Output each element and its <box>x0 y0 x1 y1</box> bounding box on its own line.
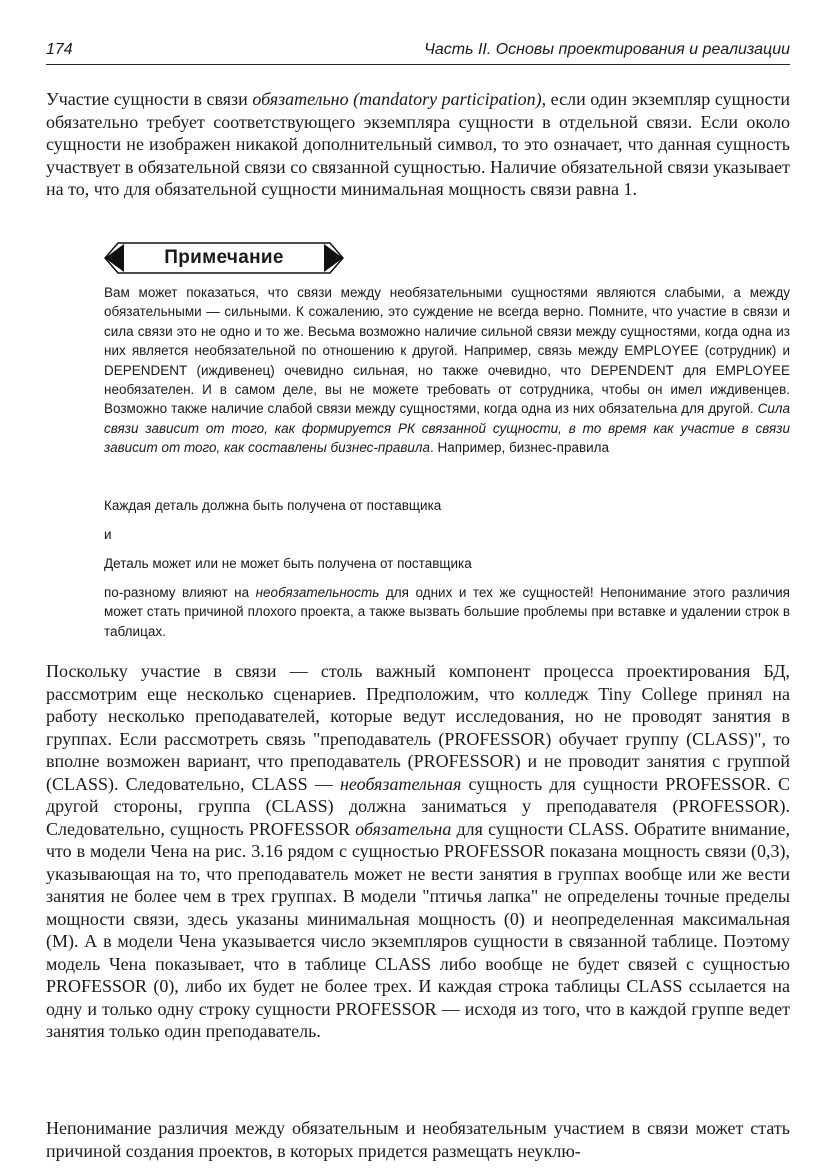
note-p2-text-2: для одних и тех же сущностей! Непонимание этого различия может стать причиной плохого проекта, а также вызвать большие проблемы при вставке и удалении строк в таблицах. <box>104 585 790 639</box>
note-label: Примечание <box>164 247 284 268</box>
intro-paragraph <box>46 88 790 201</box>
body-paragraph-1 <box>46 660 790 1043</box>
note-rule-1: Каждая деталь должна быть получена от поставщика <box>104 498 442 513</box>
note-p2-text-1: по-разному влияют на <box>104 585 256 600</box>
note-rule-2: Деталь может или не может быть получена от поставщика <box>104 556 472 571</box>
intro-text-1: Участие сущности в связи <box>46 89 253 109</box>
body-p1-italic-1: необязательная <box>340 773 462 794</box>
chapter-title: Часть II. Основы проектирования и реализации <box>424 41 790 58</box>
intro-term: обязательно (mandatory participation) <box>252 89 542 109</box>
body-paragraph-2: Непонимание различия между обязательным и необязательным участием в связи может стать причиной создания проектов, в которых придется размещать неуклю- <box>46 1118 790 1161</box>
note-p1-italic: Сила связи зависит от того, как формируется РК связанной сущности, в то время как участие в связи зависит от того, как составлены бизнес-правила <box>104 401 790 456</box>
note-badge <box>104 242 344 274</box>
note-conjunction: и <box>104 527 112 542</box>
body-p1-b: сущность для сущности PROFESSOR. С другой стороны, группа (CLASS) должна заниматься у преподавателя (PROFESSOR). Следовательно, сущность PROFESSOR <box>46 773 790 839</box>
body-p1-a: Поскольку участие в связи — столь важный компонент процесса проектирования БД, рассмотрим еще несколько сценариев. Предположим, что колледж Tiny College принял на работу несколько преподавателей, которые ведут исследования, но не проводят занятия в группах. Если рассмотреть связь "преподаватель (PROFESSOR) обучает группу (CLASS)", то вполне возможен вариант, что преподаватель (PROFESSOR) и не проводит занятия с группой (CLASS). Следовательно, CLASS — <box>46 661 790 794</box>
note-p1-end: . Например, бизнес-правила <box>430 440 610 456</box>
intro-text-2: , если один экземпляр сущности обязательно требует соответствующего экземпляра сущности в отдельной связи. Если около сущности не изображен никакой дополнительный символ, то это означает, что данная сущность участвует в обязательной связи со связанной сущностью. Наличие обязательной связи указывает на то, что для обязательной сущности минимальная мощность связи равна 1. <box>46 89 791 199</box>
note-paragraph-2 <box>104 583 790 641</box>
note-paragraph-1 <box>104 283 790 458</box>
page-number: 174 <box>46 41 73 58</box>
note-p2-italic: необязательность <box>255 585 380 600</box>
body-p1-italic-2: обязательна <box>355 818 452 839</box>
running-header <box>46 38 790 65</box>
note-p1-text: Вам может показаться, что связи между необязательными сущностями являются слабыми, а между обязательными — сильными. К сожалению, это суждение не всегда верно. Помните, что участие в связи и сила связи это не одно и то же. Весьма возможно наличие сильной связи между сущностями, когда одна из них является необязательной по отношению к другой. Например, связь между EMPLOYEE (сотрудник) и DEPENDENT (иждивенец) очевидно сильная, но также очевидно, что DEPENDENT для EMPLOYEE необязателен. И в самом деле, вы не можете требовать от сотрудника, чтобы он имел иждивенцев. Возможно также наличие слабой связи между сущностями, когда одна из них обязательна для другой. <box>104 285 790 417</box>
body-p1-c: для сущности CLASS. Обратите внимание, что в модели Чена на рис. 3.16 рядом с сущностью PROFESSOR показана мощность связи (0,3), указывающая на то, что преподаватель может не вести занятия в группах вообще или же вести занятия не более чем в трех группах. В модели "птичья лапка" не определены точные пределы мощности связи, здесь указаны минимальная мощность (0) и неопределенная максимальная (M). А в модели Чена указывается число экземпляров сущности в связанной таблице. Поэтому модель Чена показывает, что в таблице CLASS либо вообще не будет связей с сущностью PROFESSOR (0), либо их будет не более трех. И каждая строка таблицы CLASS ссылается на одну и только одну строку сущности PROFESSOR — исходя из того, что в каждой группе ведет занятия только один преподаватель. <box>46 818 791 1041</box>
